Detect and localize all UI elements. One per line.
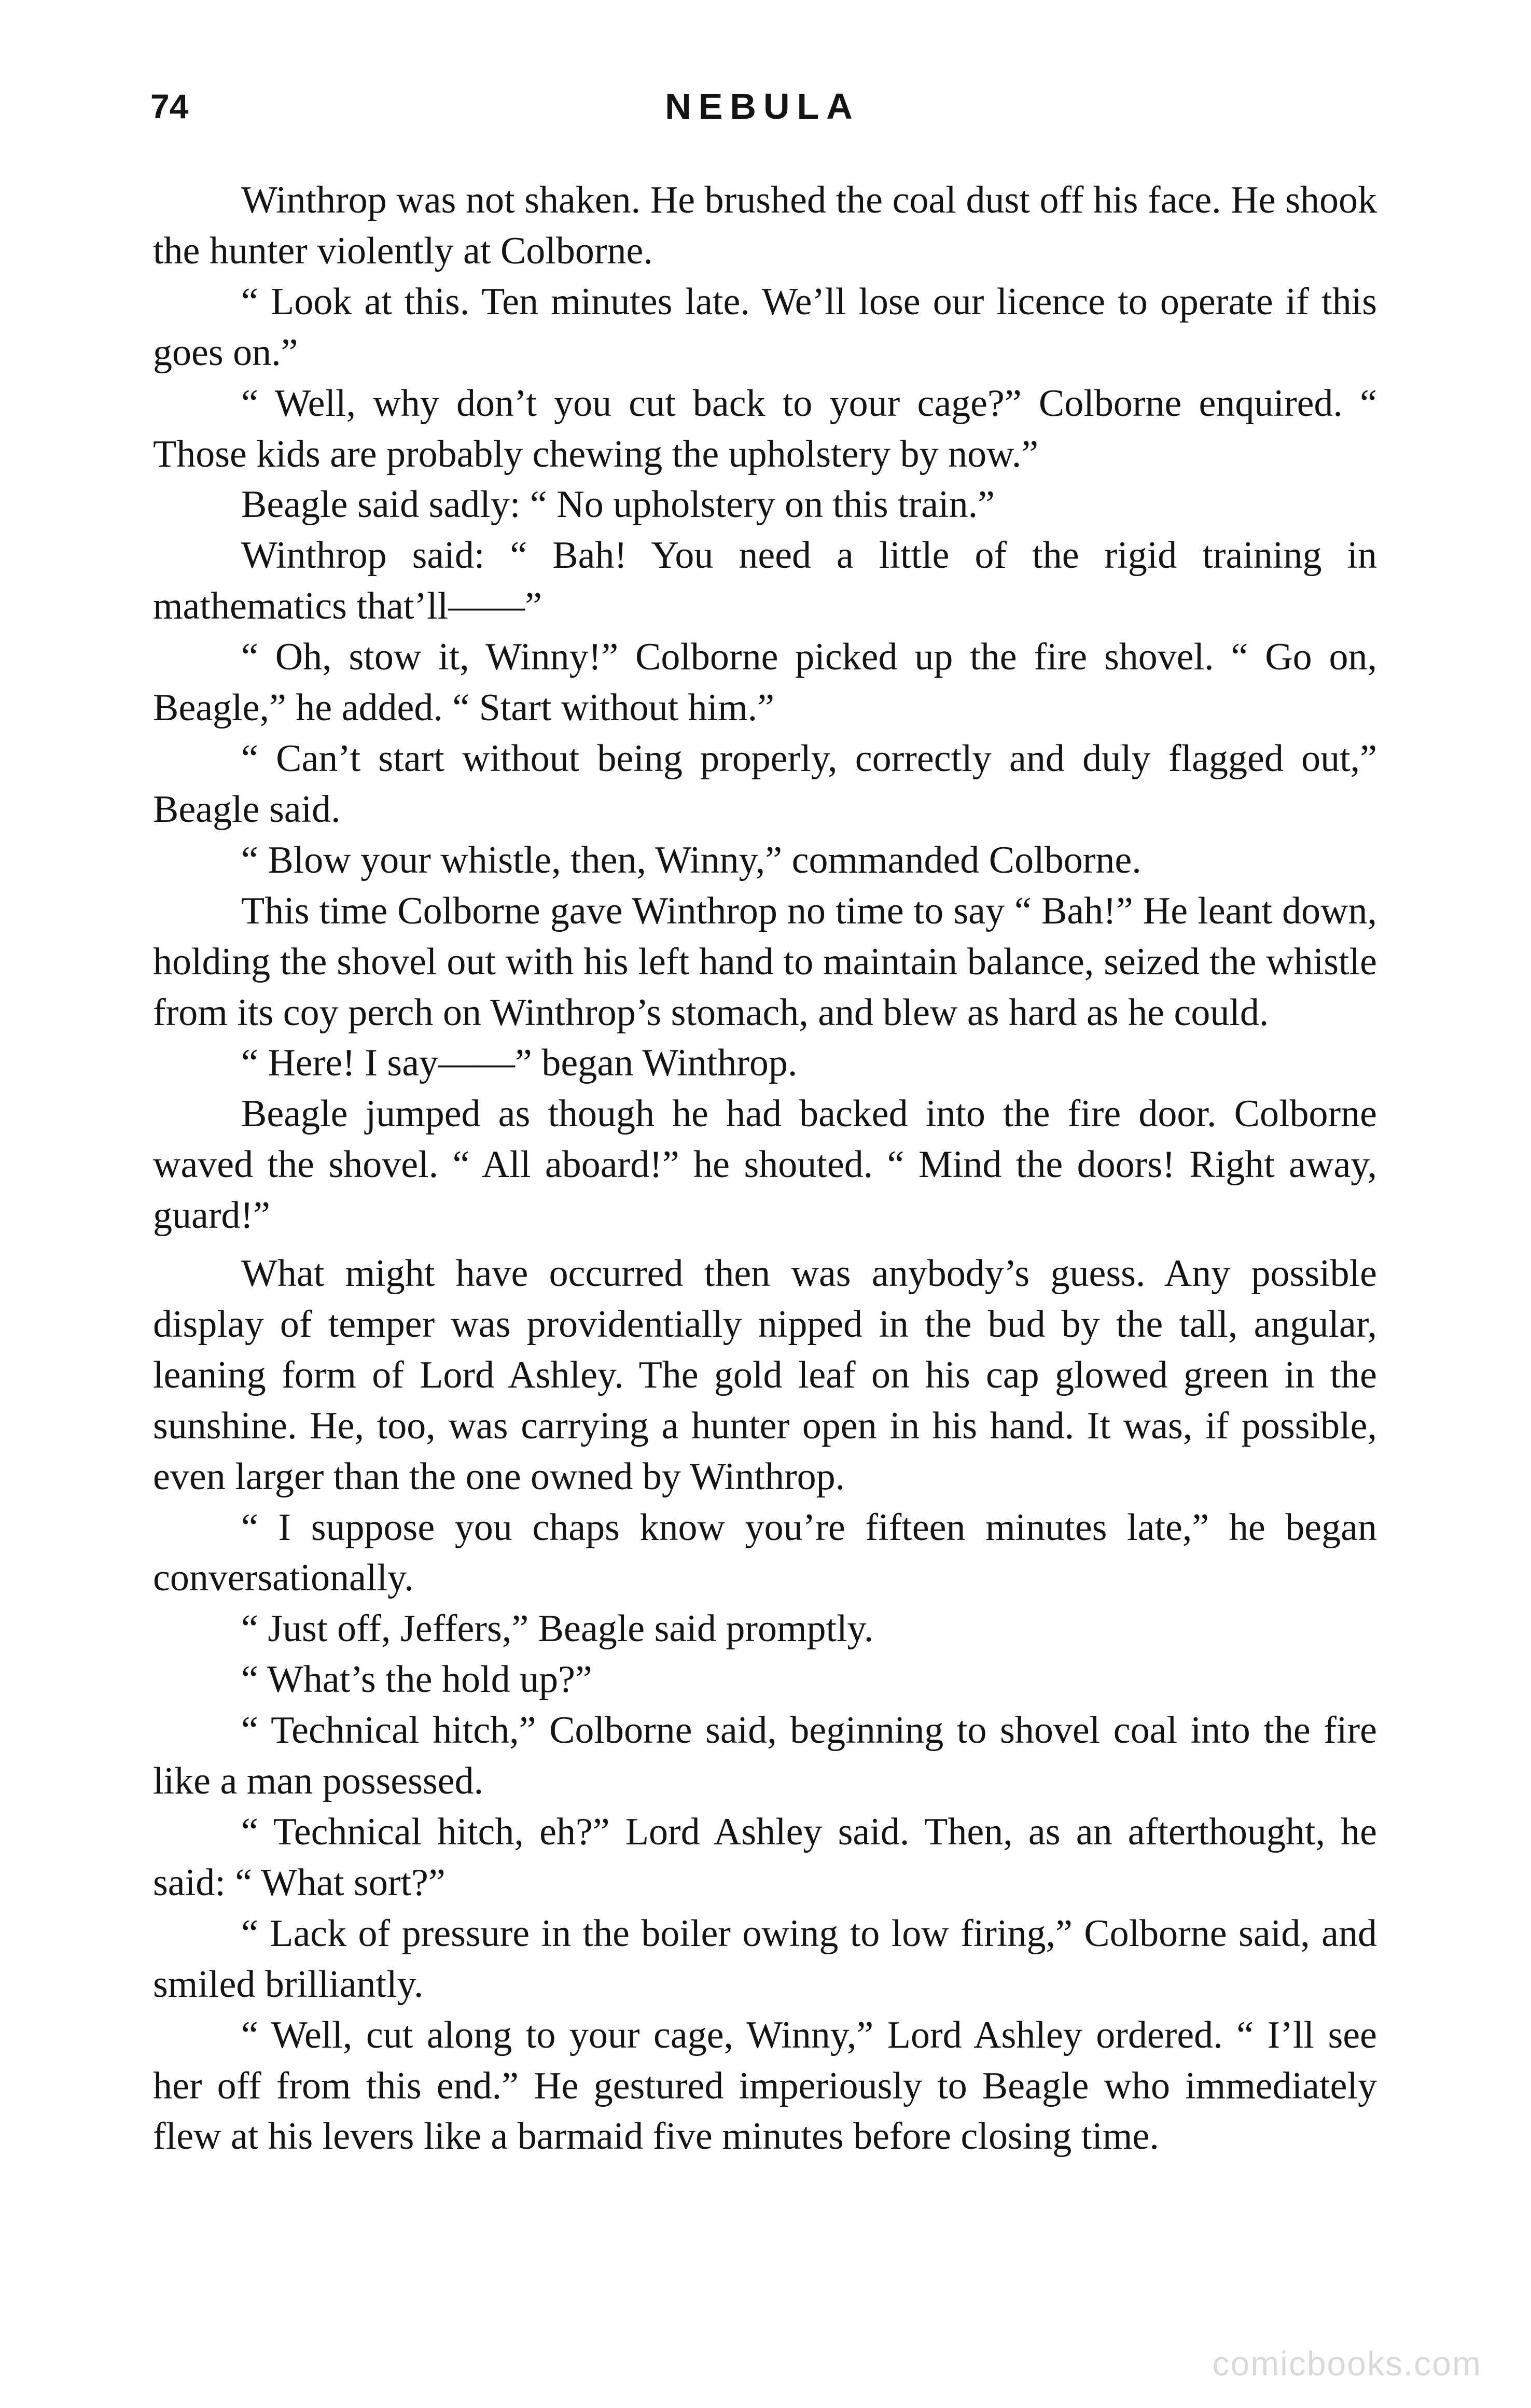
paragraph: “ Technical hitch, eh?” Lord Ashley said. Then, as an afterthought, he said: “ What sort?” xyxy=(153,1811,1377,1904)
page-header xyxy=(150,80,1374,137)
body-text xyxy=(153,175,1377,2162)
paragraph: “ I suppose you chaps know you’re fifteen minutes late,” he began conversationally. xyxy=(153,1506,1377,1600)
paragraph: Winthrop was not shaken. He brushed the coal dust off his face. He shook the hunter violently at Colborne. xyxy=(153,179,1377,272)
running-head: NEBULA xyxy=(665,86,860,127)
paragraph: “ Blow your whistle, then, Winny,” commanded Colborne. xyxy=(241,838,1142,881)
paragraph: “ Oh, stow it, Winny!” Colborne picked up the fire shovel. “ Go on, Beagle,” he added. “ Start without him.” xyxy=(153,636,1377,730)
paragraph: “ Technical hitch,” Colborne said, beginning to shovel coal into the fire like a man possessed. xyxy=(153,1709,1377,1803)
paragraph: “ Lack of pressure in the boiler owing to low firing,” Colborne said, and smiled brilliantly. xyxy=(153,1912,1377,2006)
paragraph: This time Colborne gave Winthrop no time to say “ Bah!” He leant down, holding the shovel out with his left hand to maintain balance, seized the whistle from its coy perch on Winthrop’s stomach, and blew as hard as he could. xyxy=(153,889,1377,1034)
page-number: 74 xyxy=(150,87,189,125)
paragraph: “ Here! I say——” began Winthrop. xyxy=(241,1042,798,1085)
paragraph: Winthrop said: “ Bah! You need a little of the rigid training in mathematics that’ll——” xyxy=(153,534,1377,628)
paragraph: “ Well, why don’t you cut back to your cage?” Colborne enquired. “ Those kids are probably chewing the upholstery by now.” xyxy=(153,382,1377,475)
paragraph: Beagle jumped as though he had backed into the fire door. Colborne waved the shovel. “ All aboard!” he shouted. “ Mind the doors! Right away, guard!” xyxy=(153,1093,1377,1237)
watermark: comicbooks.com xyxy=(1212,2344,1482,2383)
paragraph: “ Just off, Jeffers,” Beagle said promptly. xyxy=(241,1607,874,1650)
paragraph: What might have occurred then was anybody’s guess. Any possible display of temper was providentially nipped in the bud by the tall, angular, leaning form of Lord Ashley. The gold leaf on his cap glowed green in the sunshine. He, too, was carrying a hunter open in his hand. It was, if possible, even larger than the one owned by Winthrop. xyxy=(153,1252,1377,1498)
paragraph: “ Well, cut along to your cage, Winny,” Lord Ashley ordered. “ I’ll see her off from this end.” He gestured imperiously to Beagle who immediately flew at his levers like a barmaid five minutes before closing time. xyxy=(153,2013,1377,2158)
paragraph: “ Look at this. Ten minutes late. We’ll lose our licence to operate if this goes on.” xyxy=(153,280,1377,374)
paragraph: “ Can’t start without being properly, correctly and duly flagged out,” Beagle said. xyxy=(153,737,1377,831)
paragraph: “ What’s the hold up?” xyxy=(241,1658,592,1701)
paragraph: Beagle said sadly: “ No upholstery on this train.” xyxy=(241,483,995,526)
